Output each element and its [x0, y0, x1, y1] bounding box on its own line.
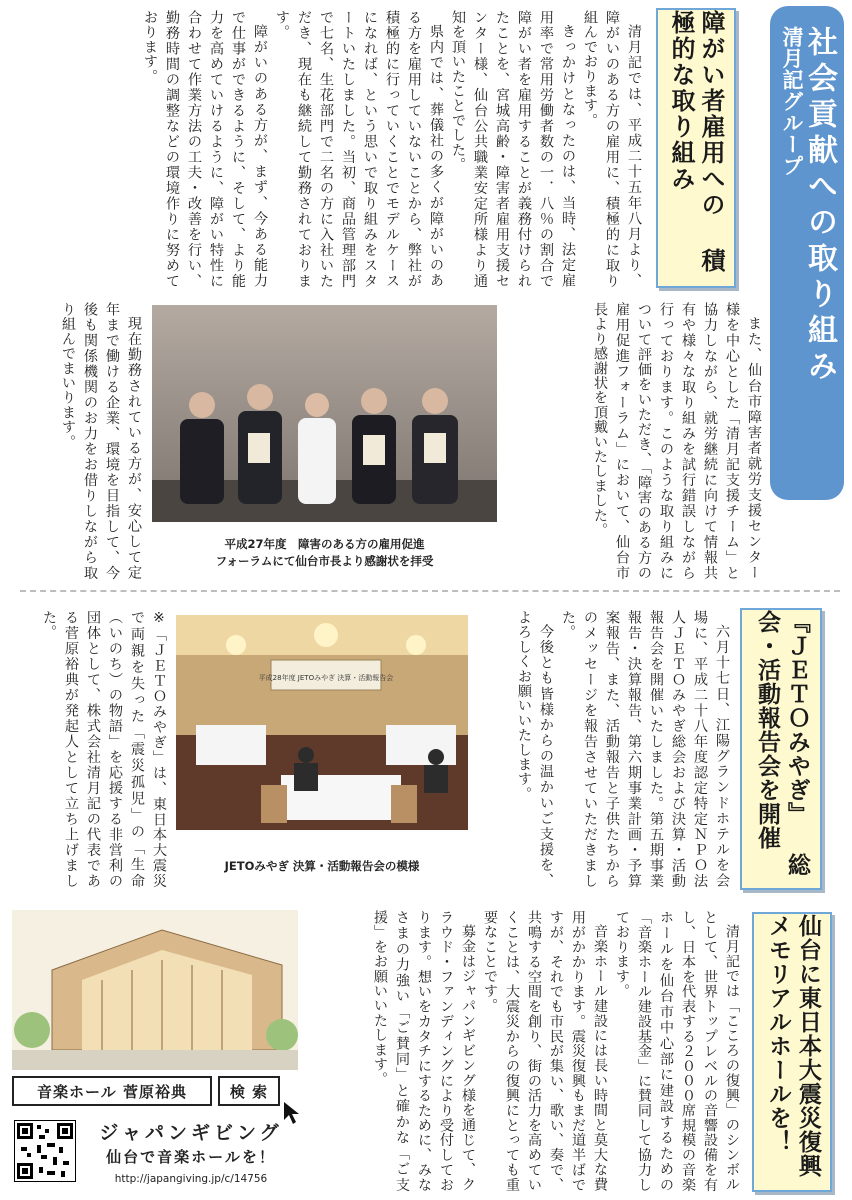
- jeto-meeting-photo: [176, 615, 468, 830]
- award-caption-line1: 平成27年度 障害のある方の雇用促進: [224, 537, 425, 551]
- section1-para4: 障がいのある方が、まず、今ある能力で仕事ができるように、そして、より能力を高めていけるように、障がい特性に合わせて作業方法の工夫・改善を行い、勤務時間の調整などの環境作りに努めております。: [142, 10, 268, 288]
- section3-heading: [752, 912, 832, 1192]
- search-term: 音楽ホール 菅原裕典: [12, 1076, 212, 1106]
- japangiving-name: ジャパンギビング: [99, 1122, 283, 1144]
- search-box: [12, 1076, 292, 1112]
- section-divider: [20, 590, 840, 592]
- banner-title: 社会貢献への取り組み: [802, 26, 838, 386]
- section1-para3: 県内では、葬儀社の多くが障がいのある方を雇用していないことから、弊社が積極的に行っていくことでモデルケースになれば、という思いで取り組みをスタートいたしました。当初、商品管理部門で七名、生花部門で二名の方に入社いただき、現在も継続して勤務されております。: [274, 10, 444, 288]
- photo-stage-banner: 平成28年度 JETOみやぎ 決算・活動報告会: [258, 674, 394, 682]
- section1-heading-line2: 積極的な取り組み: [667, 10, 725, 274]
- section1-lower-right-text: [510, 302, 765, 580]
- section2-para1: 六月十七日、江陽グランドホテルを会場に、平成二十八年度認定特定ＮＰＯ法人ＪＥＴＯみやぎ総会および決算・活動報告会を開催いたしました。第五期事業報告・決算報告、第六期事業計画・予算案報告、また、活動報告と子供たちからのメッセージを報告させていただきました。: [560, 610, 730, 888]
- section1-para5: また、仙台市障害者就労支援センター様を中心とした「清月記支援チーム」と協力しながら、就労継続に向けて情報共有や様々な取り組みを試行錯誤しながら行っております。このような取り組みについて評価をいただき、「障害のある方の雇用促進フォーラム」において、仙台市長より感謝状を頂戴いたしました。: [592, 302, 762, 580]
- section3-para3: 募金はジャパンギビング様を通じて、クラウド・ファンディングにより受付しております。想いをカタチにするために、みなさまの力強い「ご賛同」と確かな「ご支援」をお願いいたします。: [372, 910, 476, 1192]
- section1-heading-line1: 障がい者雇用への: [697, 10, 725, 218]
- section1-lower-left-text: [30, 302, 145, 580]
- japangiving-url[interactable]: http://japangiving.jp/c/14756: [114, 1173, 268, 1185]
- section3-heading-line1: 仙台に東日本大震災復興: [794, 914, 821, 1178]
- award-caption-line2: フォーラムにて仙台市長より感謝状を拝受: [215, 553, 434, 568]
- section2-para2: 今後とも皆様からの温かいご支援を、よろしくお願いいたします。: [516, 610, 554, 888]
- award-photo-caption: [152, 536, 497, 569]
- section1-para1: 清月記では、平成二十五年八月より、障がいのある方の雇用に、積極的に取り組んでおります。: [582, 10, 642, 288]
- jeto-photo-caption: JETOみやぎ 決算・活動報告会の模様: [224, 859, 420, 873]
- banner-group: 清月記グループ: [780, 26, 805, 177]
- qr-code[interactable]: [14, 1120, 76, 1182]
- section3-para1: 清月記では「こころの復興」のシンボルとして、世界トップレベルの音響設備を有し、日本を代表する２０００席規模の音楽ホールを仙台市中心部に建設するための「音楽ホール建設基金」に賛同して協力しております。: [614, 910, 740, 1192]
- japangiving-tagline: 仙台で音楽ホールを！: [106, 1148, 276, 1166]
- section3-para2: 音楽ホール建設には長い時間と莫大な費用がかかります。震災復興もまだ道半ばですが、それでも市民が集い、歌い、奏で、共鳴する空間を創り、街の活力を高めていくことは、大震災からの復興にとっても重要なことです。: [482, 910, 608, 1192]
- japangiving-block: [84, 1118, 298, 1185]
- section1-para6: 現在勤務されている方が、安心して定年まで働ける企業、環境を目指して、今後も関係機関のお力をお借りしながら取り組んでまいります。: [60, 302, 142, 580]
- section2-note-text: ※「ＪＥＴＯみやぎ」は、東日本大震災で両親を失った「震災孤児」の「生命（いのち）の物語」を応援する非営利の団体として、株式会社清月記の代表である菅原裕典が発起人として立ち上げました。: [41, 610, 167, 888]
- section3-main-text: [308, 910, 743, 1192]
- banner: [770, 6, 844, 500]
- section1-para2: きっかけとなったのは、当時、法定雇用率で常用労働者数の一．八％の割合で障がい者を雇用することが義務付けられたことを、宮城高齢・障害者雇用支援センター様、仙台公共職業安定所様より通知を頂いたことでした。: [450, 10, 576, 288]
- section3-heading-line2: メモリアルホールを！: [765, 914, 791, 1154]
- section1-heading: [656, 8, 736, 288]
- section2-heading: [740, 608, 822, 890]
- section2-main-text: [478, 610, 733, 888]
- section2-heading-line1: 『ＪＥＴＯみやぎ』: [783, 610, 810, 826]
- search-button[interactable]: 検 索: [218, 1076, 280, 1106]
- section2-note: [22, 610, 170, 888]
- music-hall-illustration: [12, 910, 298, 1070]
- award-ceremony-photo: [152, 305, 497, 522]
- section2-heading-line2: 総会・活動報告会を開催: [754, 610, 810, 877]
- section1-upper-text: [30, 10, 645, 288]
